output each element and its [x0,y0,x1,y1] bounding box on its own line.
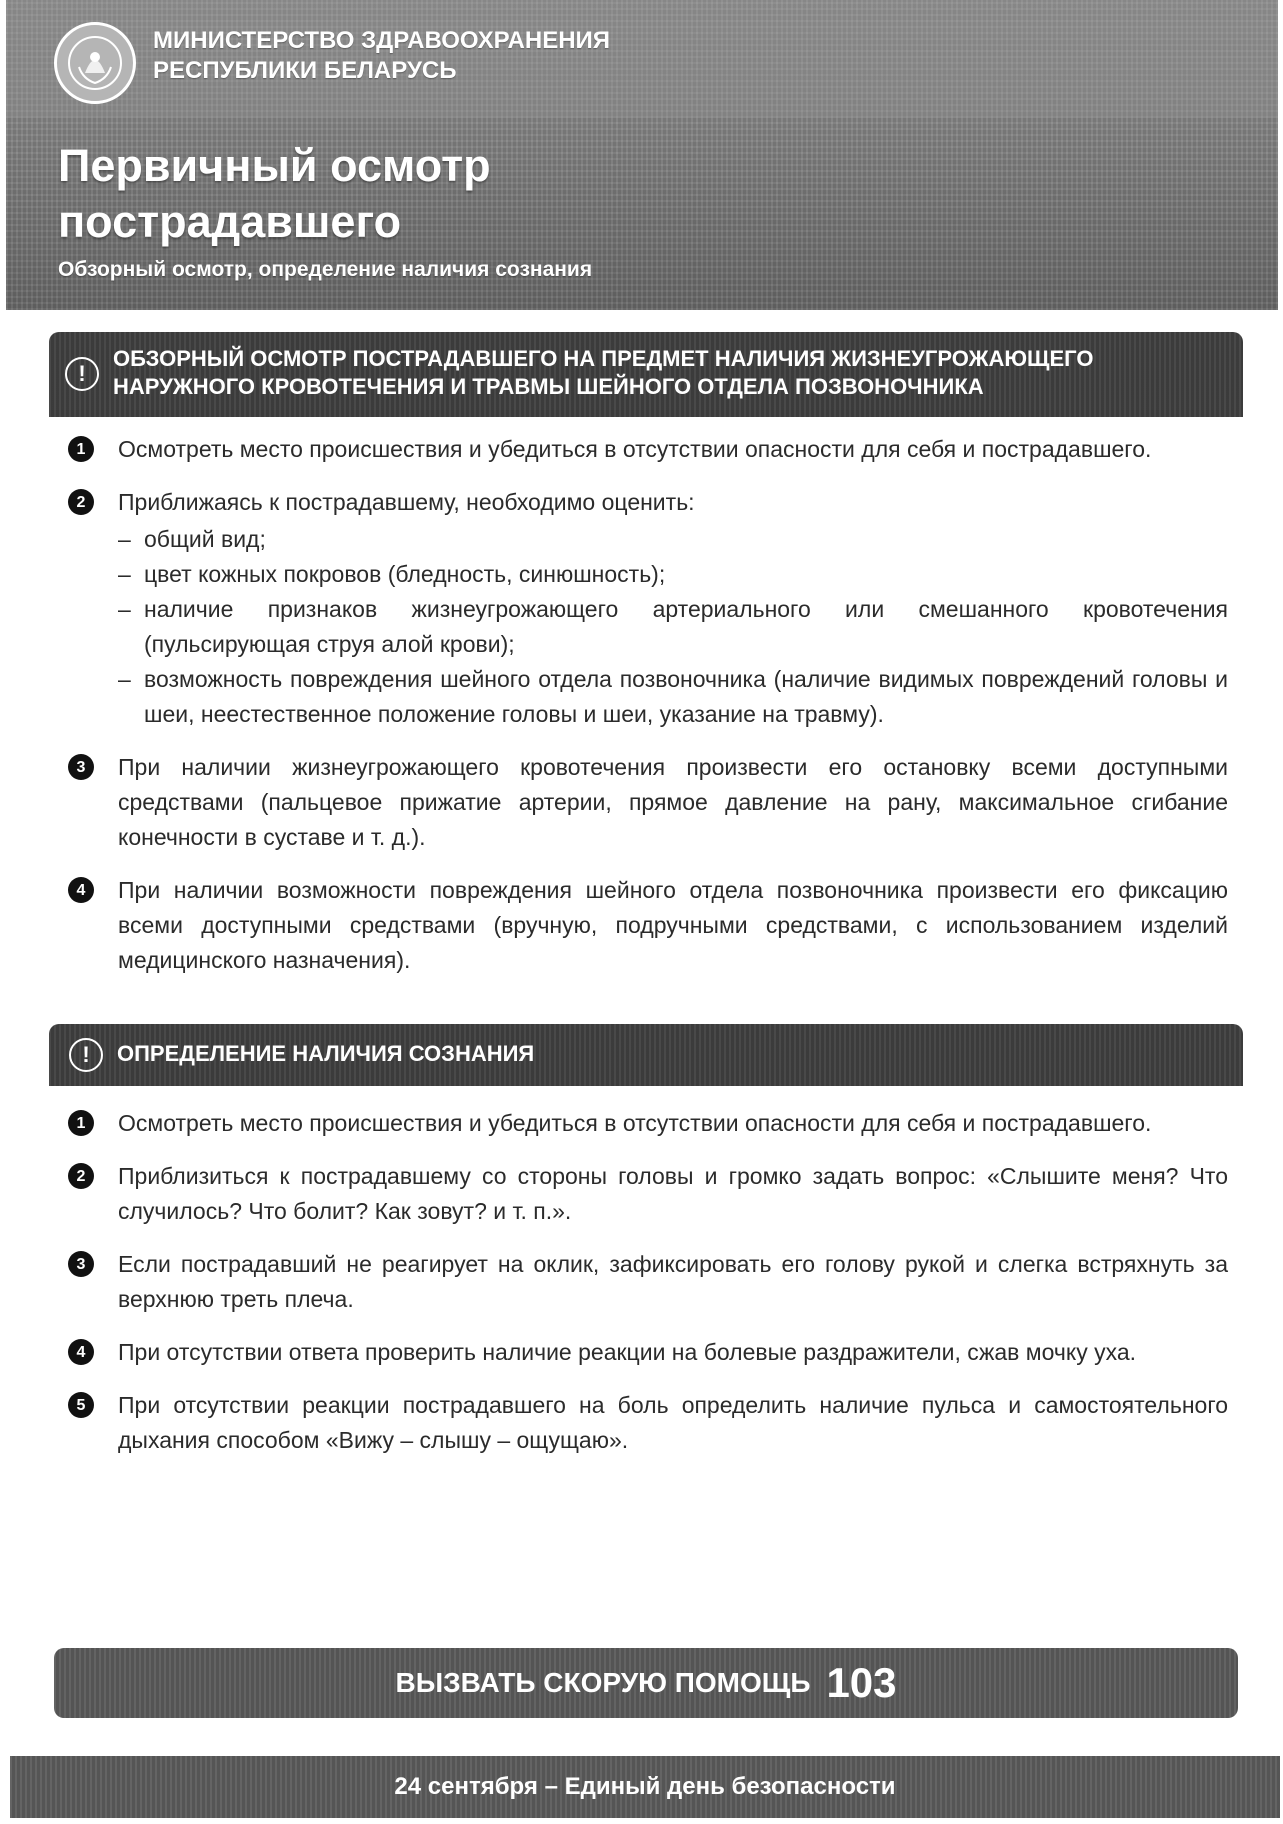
step-item [68,485,1228,732]
step-text: Осмотреть место происшествия и убедиться в отсутствии опасности для себя и пострадавшего. [118,1110,1152,1136]
page-title-line2: пострадавшего [58,196,402,247]
call-ambulance-banner [54,1648,1238,1718]
header-banner [6,0,1278,310]
step-item [68,750,1228,855]
step-item [68,1388,1228,1458]
step-item [68,1106,1228,1141]
ministry-name-line1: МИНИСТЕРСТВО ЗДРАВООХРАНЕНИЯ [153,27,611,54]
step-number-badge: 1 [68,1110,94,1136]
warning-icon: ! [65,357,99,391]
step-subitem: – наличие признаков жизнеугрожающего артериального или смешанного кровотечения (пульсирующая струя алой крови); [118,592,1228,662]
step-subitem: – общий вид; [118,522,1228,557]
section-header-overview [49,332,1243,417]
ambulance-phone-number: 103 [826,1659,897,1706]
footer-banner [10,1756,1280,1818]
section-title: ОПРЕДЕЛЕНИЕ НАЛИЧИЯ СОЗНАНИЯ [117,1041,535,1066]
step-subitem: – возможность повреждения шейного отдела позвоночника (наличие видимых повреждений головы и шеи, неестественное положение головы и шеи, указание на травму). [118,662,1228,732]
page-title-line1: Первичный осмотр [58,140,491,191]
step-item [68,1247,1228,1317]
call-ambulance-label: ВЫЗВАТЬ СКОРУЮ ПОМОЩЬ [395,1667,811,1698]
section-header-consciousness [49,1024,1243,1086]
step-subitems-list [118,522,1228,732]
ministry-name [153,26,610,86]
step-item [68,432,1228,467]
step-number-badge: 1 [68,436,94,462]
ministry-emblem-icon [54,22,136,104]
step-text: При отсутствии ответа проверить наличие реакции на болевые раздражители, сжав мочку уха. [118,1339,1137,1365]
ministry-name-line2: РЕСПУБЛИКИ БЕЛАРУСЬ [153,57,457,84]
step-subitem: – цвет кожных покровов (бледность, синюшность); [118,557,1228,592]
step-text: Если пострадавший не реагирует на оклик, зафиксировать его голову рукой и слегка встряхнуть за верхнюю треть плеча. [118,1251,1228,1312]
step-text: При наличии жизнеугрожающего кровотечения произвести его остановку всеми доступными средствами (пальцевое прижатие артерии, прямое давление на рану, максимальное сгибание конечности в суставе и т. д.). [118,754,1228,850]
step-number-badge: 3 [68,754,94,780]
consciousness-steps-list [68,1106,1228,1476]
page-title [58,138,491,250]
step-text: При отсутствии реакции пострадавшего на боль определить наличие пульса и самостоятельного дыхания способом «Вижу – слышу – ощущаю». [118,1392,1228,1453]
step-number-badge: 2 [68,489,94,515]
step-text: Осмотреть место происшествия и убедиться в отсутствии опасности для себя и пострадавшего. [118,436,1152,462]
step-number-badge: 2 [68,1163,94,1189]
overview-steps-list [68,432,1228,996]
step-number-badge: 4 [68,877,94,903]
step-text: Приблизиться к пострадавшему со стороны головы и громко задать вопрос: «Слышите меня? Что случилось? Что болит? Как зовут? и т. п.». [118,1163,1228,1224]
step-item [68,1159,1228,1229]
step-text: При наличии возможности повреждения шейного отдела позвоночника произвести его фиксацию всеми доступными средствами (вручную, подручными средствами, с использованием изделий медицинского назначения). [118,877,1228,973]
step-number-badge: 4 [68,1339,94,1365]
warning-icon: ! [69,1038,103,1072]
section-title: ОБЗОРНЫЙ ОСМОТР ПОСТРАДАВШЕГО НА ПРЕДМЕТ НАЛИЧИЯ ЖИЗНЕУГРОЖАЮЩЕГО НАРУЖНОГО КРОВОТЕЧЕНИЯ И ТРАВМЫ ШЕЙНОГО ОТДЕЛА ПОЗВОНОЧНИКА [113,346,1094,399]
step-item [68,1335,1228,1370]
footer-text: 24 сентября – Единый день безопасности [394,1773,896,1800]
step-number-badge: 5 [68,1392,94,1418]
page-subtitle: Обзорный осмотр, определение наличия сознания [58,258,593,281]
step-number-badge: 3 [68,1251,94,1277]
step-item [68,873,1228,978]
step-text: Приближаясь к пострадавшему, необходимо оценить: [118,489,695,515]
